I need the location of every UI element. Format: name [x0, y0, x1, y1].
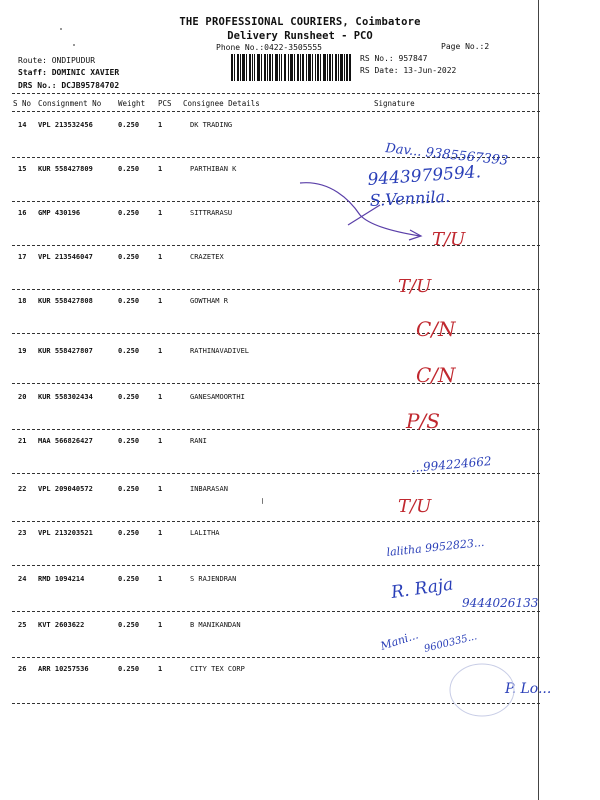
row-consignee: S RAJENDRAN: [190, 575, 237, 583]
row-rule: [12, 157, 540, 158]
col-header-sno: S No: [13, 99, 32, 108]
table-row: [0, 485, 600, 529]
table-row: [0, 575, 600, 619]
handwriting-row-24-phone: 9444026133: [462, 596, 539, 610]
row-sno: 19: [18, 347, 27, 355]
barcode: [231, 54, 351, 81]
row-weight: 0.250: [118, 665, 140, 673]
row-pcs: 1: [158, 121, 163, 129]
header-bottom-rule: [12, 111, 540, 112]
row-pcs: 1: [158, 485, 163, 493]
row-weight: 0.250: [118, 437, 140, 445]
table-row: [0, 665, 600, 709]
row-sno: 14: [18, 121, 27, 129]
paper-speck: [60, 28, 62, 30]
row-rule: [12, 565, 540, 566]
row-pcs: 1: [158, 393, 163, 401]
row-consignee: B MANIKANDAN: [190, 621, 241, 629]
table-row: [0, 121, 600, 165]
row-consignee: RATHINAVADIVEL: [190, 347, 250, 355]
row-pcs: 1: [158, 253, 163, 261]
row-rule: [12, 383, 540, 384]
row-consignment: MAA 566826427: [38, 437, 93, 445]
handwriting-row-18: C/N: [416, 317, 456, 341]
row-rule: [12, 521, 540, 522]
handwriting-row-22: T/U: [398, 496, 432, 517]
handwriting-row-16: T/U: [432, 229, 466, 250]
row-consignee: RANI: [190, 437, 207, 445]
row-weight: 0.250: [118, 347, 140, 355]
document-subtitle: Delivery Runsheet - PCO: [227, 30, 373, 42]
table-row: [0, 529, 600, 573]
handwriting-row-19: C/N: [416, 363, 456, 387]
row-weight: 0.250: [118, 575, 140, 583]
row-sno: 25: [18, 621, 27, 629]
table-row: [0, 209, 600, 253]
page-number: Page No.:2: [441, 42, 490, 51]
row-sno: 15: [18, 165, 27, 173]
row-consignment: ARR 10257536: [38, 665, 89, 673]
row-rule: [12, 703, 540, 704]
row-consignee: GOWTHAM R: [190, 297, 228, 305]
row-weight: 0.250: [118, 393, 140, 401]
row-sno: 26: [18, 665, 27, 673]
table-row: [0, 165, 600, 209]
row-consignee: PARTHIBAN K: [190, 165, 237, 173]
handwriting-row-25-name: Mani...: [378, 628, 420, 653]
route-label: Route: ONDIPUDUR: [18, 56, 96, 65]
handwriting-row-15-name: S.Vennila.: [369, 186, 451, 210]
handwriting-row-20: P/S: [406, 409, 440, 433]
row-pcs: 1: [158, 575, 163, 583]
row-consignment: KUR 558427809: [38, 165, 93, 173]
col-header-signature: Signature: [374, 99, 415, 108]
row-sno: 22: [18, 485, 27, 493]
row-pcs: 1: [158, 621, 163, 629]
row-pcs: 1: [158, 297, 163, 305]
row-consignment: VPL 209040572: [38, 485, 93, 493]
row-sno: 24: [18, 575, 27, 583]
table-row: [0, 347, 600, 391]
row-sno: 23: [18, 529, 27, 537]
company-title: THE PROFESSIONAL COURIERS, Coimbatore: [179, 16, 421, 28]
row-consignee: CRAZETEX: [190, 253, 224, 261]
row-consignee: SITTRARASU: [190, 209, 233, 217]
handwriting-row-14: Dav... 9385567393: [384, 141, 509, 169]
row-sno: 21: [18, 437, 27, 445]
row-weight: 0.250: [118, 253, 140, 261]
col-header-consignment: Consignment No: [38, 99, 102, 108]
row-consignment: VPL 213532456: [38, 121, 93, 129]
row-pcs: 1: [158, 347, 163, 355]
row-consignee: DK TRADING: [190, 121, 233, 129]
row-consignment: KVT 2603622: [38, 621, 85, 629]
row-rule: [12, 657, 540, 658]
row-weight: 0.250: [118, 165, 140, 173]
row-consignment: KUR 558302434: [38, 393, 93, 401]
row-rule: [12, 333, 540, 334]
row-sno: 17: [18, 253, 27, 261]
row-pcs: 1: [158, 209, 163, 217]
table-row: [0, 297, 600, 341]
row-sno: 18: [18, 297, 27, 305]
row-weight: 0.250: [118, 529, 140, 537]
col-header-consignee: Consignee Details: [183, 99, 260, 108]
row-pcs: 1: [158, 665, 163, 673]
col-header-pcs: PCS: [158, 99, 172, 108]
rs-date: RS Date: 13-Jun-2022: [360, 66, 457, 75]
handwriting-row-25-phone: 9600335...: [423, 631, 479, 655]
row-rule: [12, 611, 540, 612]
row-pcs: 1: [158, 165, 163, 173]
handwriting-row-21: ...994224662: [411, 454, 493, 475]
row-consignee: GANESAMOORTHI: [190, 393, 245, 401]
row-consignee: LALITHA: [190, 529, 220, 537]
row-rule: [12, 201, 540, 202]
handwriting-row-23: lalitha 9952823...: [385, 535, 485, 559]
row-consignment: GMP 430196: [38, 209, 81, 217]
row-consignment: RMD 1094214: [38, 575, 85, 583]
handwriting-row-26: P. Lo...: [505, 681, 552, 697]
row-weight: 0.250: [118, 121, 140, 129]
table-row: [0, 253, 600, 297]
header-top-rule: [12, 93, 540, 94]
row-weight: 0.250: [118, 621, 140, 629]
row-pcs: 1: [158, 529, 163, 537]
handwriting-row-15-phone: 9443979594.: [366, 162, 482, 190]
row-weight: 0.250: [118, 297, 140, 305]
row-rule: [12, 473, 540, 474]
row-rule: [12, 245, 540, 246]
row-sno: 16: [18, 209, 27, 217]
table-row: [0, 393, 600, 437]
drs-number: DRS No.: DCJB95784702: [18, 81, 120, 90]
row-weight: 0.250: [118, 485, 140, 493]
phone-number: Phone No.:0422-3505555: [216, 43, 322, 52]
table-row: [0, 437, 600, 481]
row-consignment: KUR 558427808: [38, 297, 93, 305]
row-consignment: VPL 213203521: [38, 529, 93, 537]
handwriting-row-24-name: R. Raja: [389, 574, 455, 603]
staff-label: Staff: DOMINIC XAVIER: [18, 68, 120, 77]
row-weight: 0.250: [118, 209, 140, 217]
row-rule: [12, 289, 540, 290]
handwriting-row-17: T/U: [398, 276, 432, 297]
rs-number: RS No.: 957847: [360, 54, 428, 63]
row-rule: [12, 429, 540, 430]
row-consignment: KUR 558427807: [38, 347, 93, 355]
row-consignee: CITY TEX CORP: [190, 665, 245, 673]
row-consignee: INBARASAN: [190, 485, 228, 493]
table-row: [0, 621, 600, 665]
col-header-weight: Weight: [118, 99, 146, 108]
paper-speck: [73, 44, 75, 46]
paper-speck: [262, 498, 263, 504]
row-pcs: 1: [158, 437, 163, 445]
row-sno: 20: [18, 393, 27, 401]
row-consignment: VPL 213546047: [38, 253, 93, 261]
